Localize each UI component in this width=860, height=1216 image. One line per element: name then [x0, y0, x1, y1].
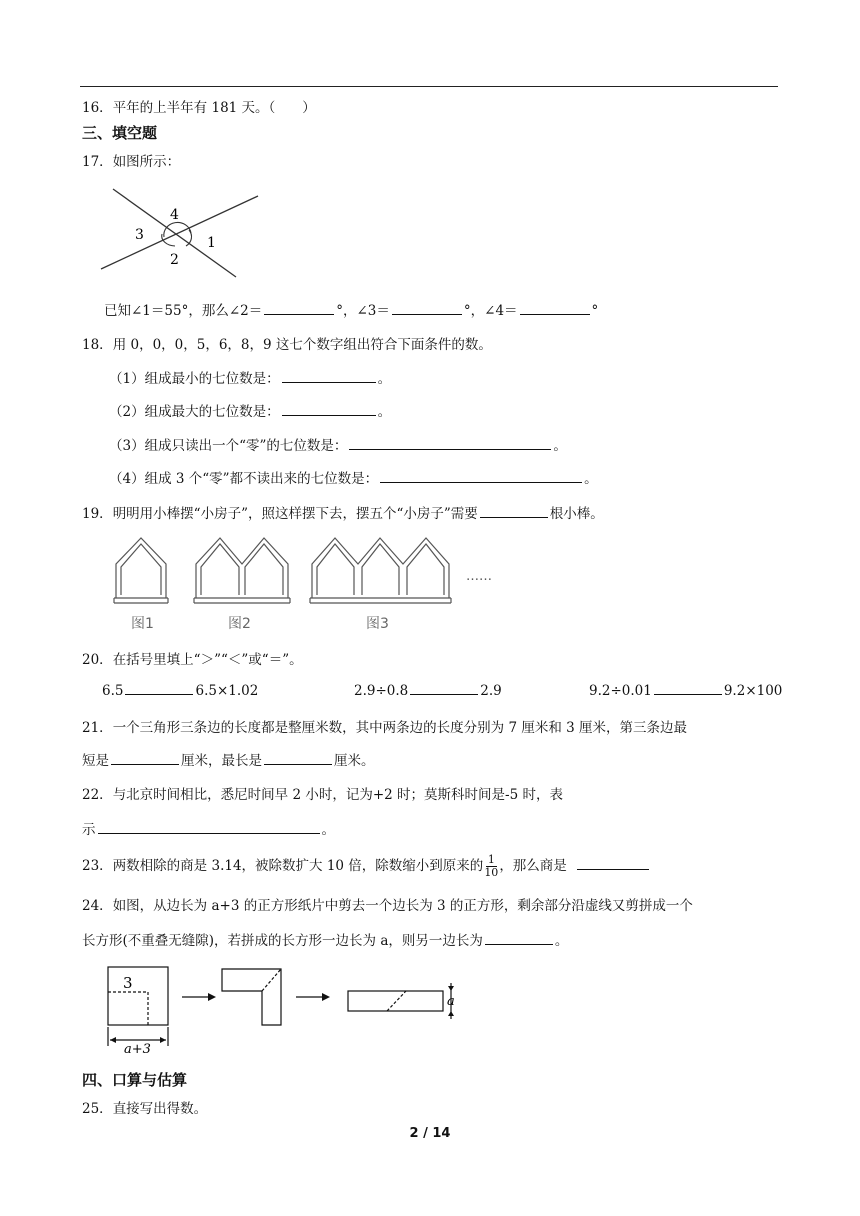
question-22-line-2: [82, 818, 335, 838]
text: 厘米，最长是: [181, 753, 262, 769]
compare-item-2: [354, 682, 502, 699]
fraction-numerator: 1: [487, 853, 495, 866]
question-number: 22．: [82, 787, 113, 803]
section-4-heading: 四、口算与估算: [82, 1071, 188, 1089]
question-17-answer-line: [104, 299, 598, 319]
answer-blank[interactable]: [264, 752, 332, 765]
text: 。: [554, 933, 569, 949]
item-label: （4）组成 3 个“零”都不读出来的七位数是：: [109, 471, 379, 487]
angle-label-4: 4: [170, 207, 179, 223]
question-text: 明明用小棒摆“小房子”，照这样摆下去，摆五个“小房子”需要: [112, 506, 478, 522]
text: °，∠4＝: [463, 303, 518, 319]
l-shape-outline: [222, 969, 281, 1025]
figure-caption-1: 图1: [131, 616, 154, 632]
text: 厘米。: [334, 753, 375, 769]
house-figure-2: [194, 538, 290, 603]
question-number: 23．: [82, 858, 113, 874]
answer-blank[interactable]: [485, 932, 553, 945]
answer-blank[interactable]: [98, 821, 320, 834]
answer-blank[interactable]: [111, 752, 179, 765]
question-24-line-2: [82, 929, 568, 949]
question-text: 如图，从边长为 a+3 的正方形纸片中剪去一个边长为 3 的正方形，剩余部分沿虚线又剪拼成一个: [112, 898, 693, 914]
angle-arc-1: [186, 230, 192, 246]
question-number: 17．: [82, 154, 113, 170]
expr-right: 9.2×100: [723, 683, 783, 699]
answer-blank[interactable]: [577, 857, 649, 870]
question-number: 16．: [82, 100, 113, 116]
text: 短是: [82, 753, 109, 769]
intersecting-lines-figure: [98, 183, 263, 281]
line-b: [101, 196, 258, 269]
square-outline: [108, 967, 168, 1025]
square-cut-figure: [100, 962, 470, 1056]
question-text: 平年的上半年有 181 天。（ ）: [112, 100, 316, 116]
answer-blank[interactable]: [410, 682, 478, 695]
text: °，∠3＝: [336, 303, 390, 319]
question-25: [82, 1097, 207, 1117]
question-18: [82, 333, 492, 353]
answer-blank[interactable]: [282, 403, 376, 416]
text: 。: [377, 404, 392, 420]
text: 。: [584, 471, 598, 487]
answer-blank[interactable]: [480, 505, 548, 518]
question-21-line-2: [82, 749, 375, 769]
question-16: [82, 96, 316, 116]
question-18-item-1: [109, 367, 391, 387]
angle-label-2: 2: [170, 252, 179, 268]
question-21: [82, 716, 687, 736]
expr-left: 2.9÷0.8: [354, 683, 409, 699]
item-label: （1）组成最小的七位数是：: [109, 371, 280, 387]
text: 长方形(不重叠无缝隙)，若拼成的长方形一边长为 a，则另一边长为: [82, 933, 483, 949]
section-3-heading: 三、填空题: [82, 124, 158, 142]
compare-item-3: [589, 682, 782, 699]
answer-blank[interactable]: [282, 370, 376, 383]
house-figure-1: [114, 538, 168, 603]
expr-left: 9.2÷0.01: [589, 683, 652, 699]
question-text: 如图所示：: [112, 154, 181, 170]
question-24: [82, 894, 693, 914]
text: 已知∠1＝55°，那么∠2＝: [104, 303, 263, 319]
ellipsis: ……: [466, 569, 492, 584]
question-number: 18．: [82, 337, 113, 353]
stick-houses-figure: [108, 532, 518, 636]
question-number: 25．: [82, 1101, 113, 1117]
cut-dashed-line: [108, 992, 148, 1025]
figure-caption-2: 图2: [228, 616, 251, 632]
question-17: [82, 150, 180, 170]
label-a: a: [447, 994, 455, 1009]
question-23: [82, 854, 651, 879]
question-20: [82, 648, 303, 668]
item-label: （3）组成只读出一个“零”的七位数是：: [109, 438, 348, 454]
question-number: 24．: [82, 898, 113, 914]
question-text: 根小棒。: [549, 506, 604, 522]
answer-blank[interactable]: [520, 302, 590, 315]
rectangle-outline: [348, 991, 443, 1011]
answer-blank[interactable]: [349, 437, 551, 450]
question-text: ，那么商是: [499, 858, 567, 874]
question-18-item-3: [109, 434, 567, 454]
question-number: 19．: [82, 506, 113, 522]
expr-right: 2.9: [480, 683, 502, 699]
header-rule: [80, 86, 778, 87]
house-figure-3: [310, 538, 451, 603]
compare-item-1: [102, 682, 258, 699]
label-three: 3: [123, 974, 133, 992]
figure-caption-3: 图3: [366, 616, 389, 632]
answer-blank[interactable]: [654, 682, 722, 695]
answer-blank[interactable]: [392, 302, 462, 315]
text: °: [591, 303, 599, 319]
question-text: 两数相除的商是 3.14，被除数扩大 10 倍，除数缩小到原来的: [112, 858, 484, 874]
question-19: [82, 502, 604, 522]
page-number: 2 / 14: [409, 1126, 451, 1141]
text: 示: [82, 822, 96, 838]
angle-label-1: 1: [207, 235, 216, 251]
text: 。: [321, 822, 335, 838]
question-18-item-4: [109, 467, 598, 487]
question-number: 20．: [82, 652, 113, 668]
question-number: 21．: [82, 720, 113, 736]
answer-blank[interactable]: [264, 302, 334, 315]
question-text: 用 0，0，0，5，6，8，9 这七个数字组出符合下面条件的数。: [112, 337, 492, 353]
answer-blank[interactable]: [125, 682, 193, 695]
item-label: （2）组成最大的七位数是：: [109, 404, 280, 420]
question-text: 直接写出得数。: [112, 1101, 208, 1117]
label-side: a+3: [124, 1042, 151, 1056]
question-text: 在括号里填上“＞”“＜”或“＝”。: [112, 652, 303, 668]
question-22: [82, 783, 563, 803]
text: 。: [553, 438, 567, 454]
question-text: 与北京时间相比，悉尼时间早 2 小时，记为+2 时；莫斯科时间是-5 时，表: [112, 787, 563, 803]
fraction-denominator: 10: [484, 866, 499, 879]
text: 。: [377, 371, 392, 387]
angle-label-3: 3: [135, 227, 144, 243]
expr-right: 6.5×1.02: [195, 683, 259, 699]
fraction: [484, 854, 498, 879]
answer-blank[interactable]: [380, 470, 582, 483]
expr-left: 6.5: [102, 683, 124, 699]
question-text: 一个三角形三条边的长度都是整厘米数，其中两条边的长度分别为 7 厘米和 3 厘米，第三条边最: [112, 720, 688, 736]
question-18-item-2: [109, 400, 391, 420]
